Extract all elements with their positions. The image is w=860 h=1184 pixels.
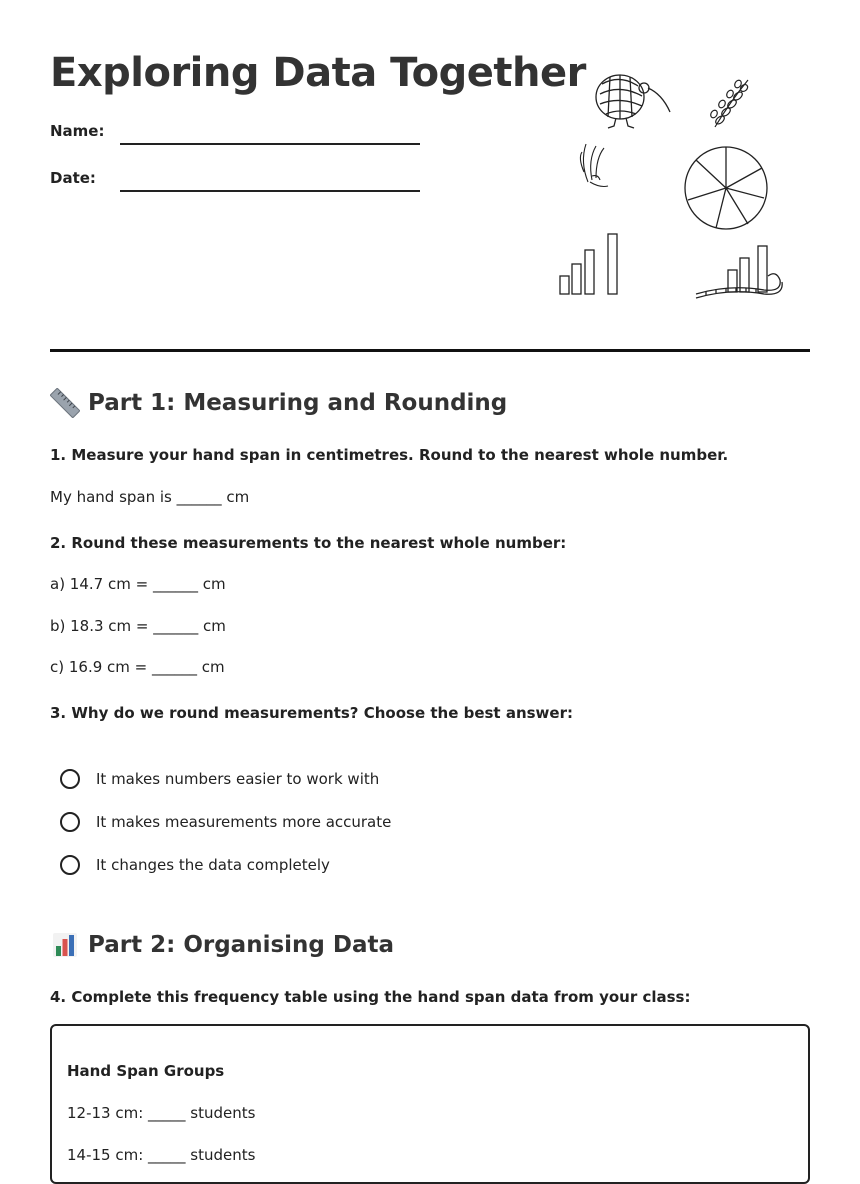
part2-heading <box>50 930 394 960</box>
option-label: It makes measurements more accurate <box>96 813 392 831</box>
bar-chart-icon <box>50 930 80 960</box>
pie-chart-icon <box>685 147 767 229</box>
question-3: 3. Why do we round measurements? Choose the best answer: <box>50 704 573 722</box>
frequency-table-title: Hand Span Groups <box>67 1062 225 1080</box>
name-label: Name: <box>50 122 105 140</box>
name-field[interactable] <box>120 143 420 145</box>
part2-heading-text: Part 2: Organising Data <box>88 932 394 958</box>
question-2-item-a[interactable]: a) 14.7 cm = ______ cm <box>50 575 226 593</box>
question-3-option-3[interactable] <box>60 855 330 875</box>
question-2: 2. Round these measurements to the nearest whole number: <box>50 534 567 552</box>
question-1: 1. Measure your hand span in centimetres. Round to the nearest whole number. <box>50 446 729 464</box>
kiwi-bird-icon <box>596 75 670 128</box>
weta-insect-icon <box>580 144 608 187</box>
part1-heading-text: Part 1: Measuring and Rounding <box>88 390 508 416</box>
header-divider <box>50 349 810 352</box>
date-field[interactable] <box>120 190 420 192</box>
part1-heading <box>50 388 507 418</box>
ruler-icon <box>50 388 80 418</box>
question-4: 4. Complete this frequency table using the hand span data from your class: <box>50 988 691 1006</box>
option-label: It makes numbers easier to work with <box>96 770 380 788</box>
date-label: Date: <box>50 169 96 187</box>
fern-leaf-icon <box>709 79 749 127</box>
header-illustration <box>550 62 790 302</box>
radio-button[interactable] <box>60 812 80 832</box>
question-2-item-c[interactable]: c) 16.9 cm = ______ cm <box>50 658 225 676</box>
radio-button[interactable] <box>60 855 80 875</box>
bar-chart-with-tape-icon <box>696 246 782 298</box>
frequency-table-box <box>50 1024 810 1184</box>
question-2-item-b[interactable]: b) 18.3 cm = ______ cm <box>50 617 226 635</box>
question-3-option-2[interactable] <box>60 812 391 832</box>
bar-chart-icon <box>560 234 617 294</box>
question-1-answer[interactable]: My hand span is ______ cm <box>50 488 250 506</box>
frequency-row-14-15[interactable]: 14-15 cm: _____ students <box>67 1146 256 1164</box>
worksheet-title: Exploring Data Together <box>50 50 586 96</box>
frequency-row-12-13[interactable]: 12-13 cm: _____ students <box>67 1104 256 1122</box>
radio-button[interactable] <box>60 769 80 789</box>
question-3-option-1[interactable] <box>60 769 379 789</box>
option-label: It changes the data completely <box>96 856 330 874</box>
